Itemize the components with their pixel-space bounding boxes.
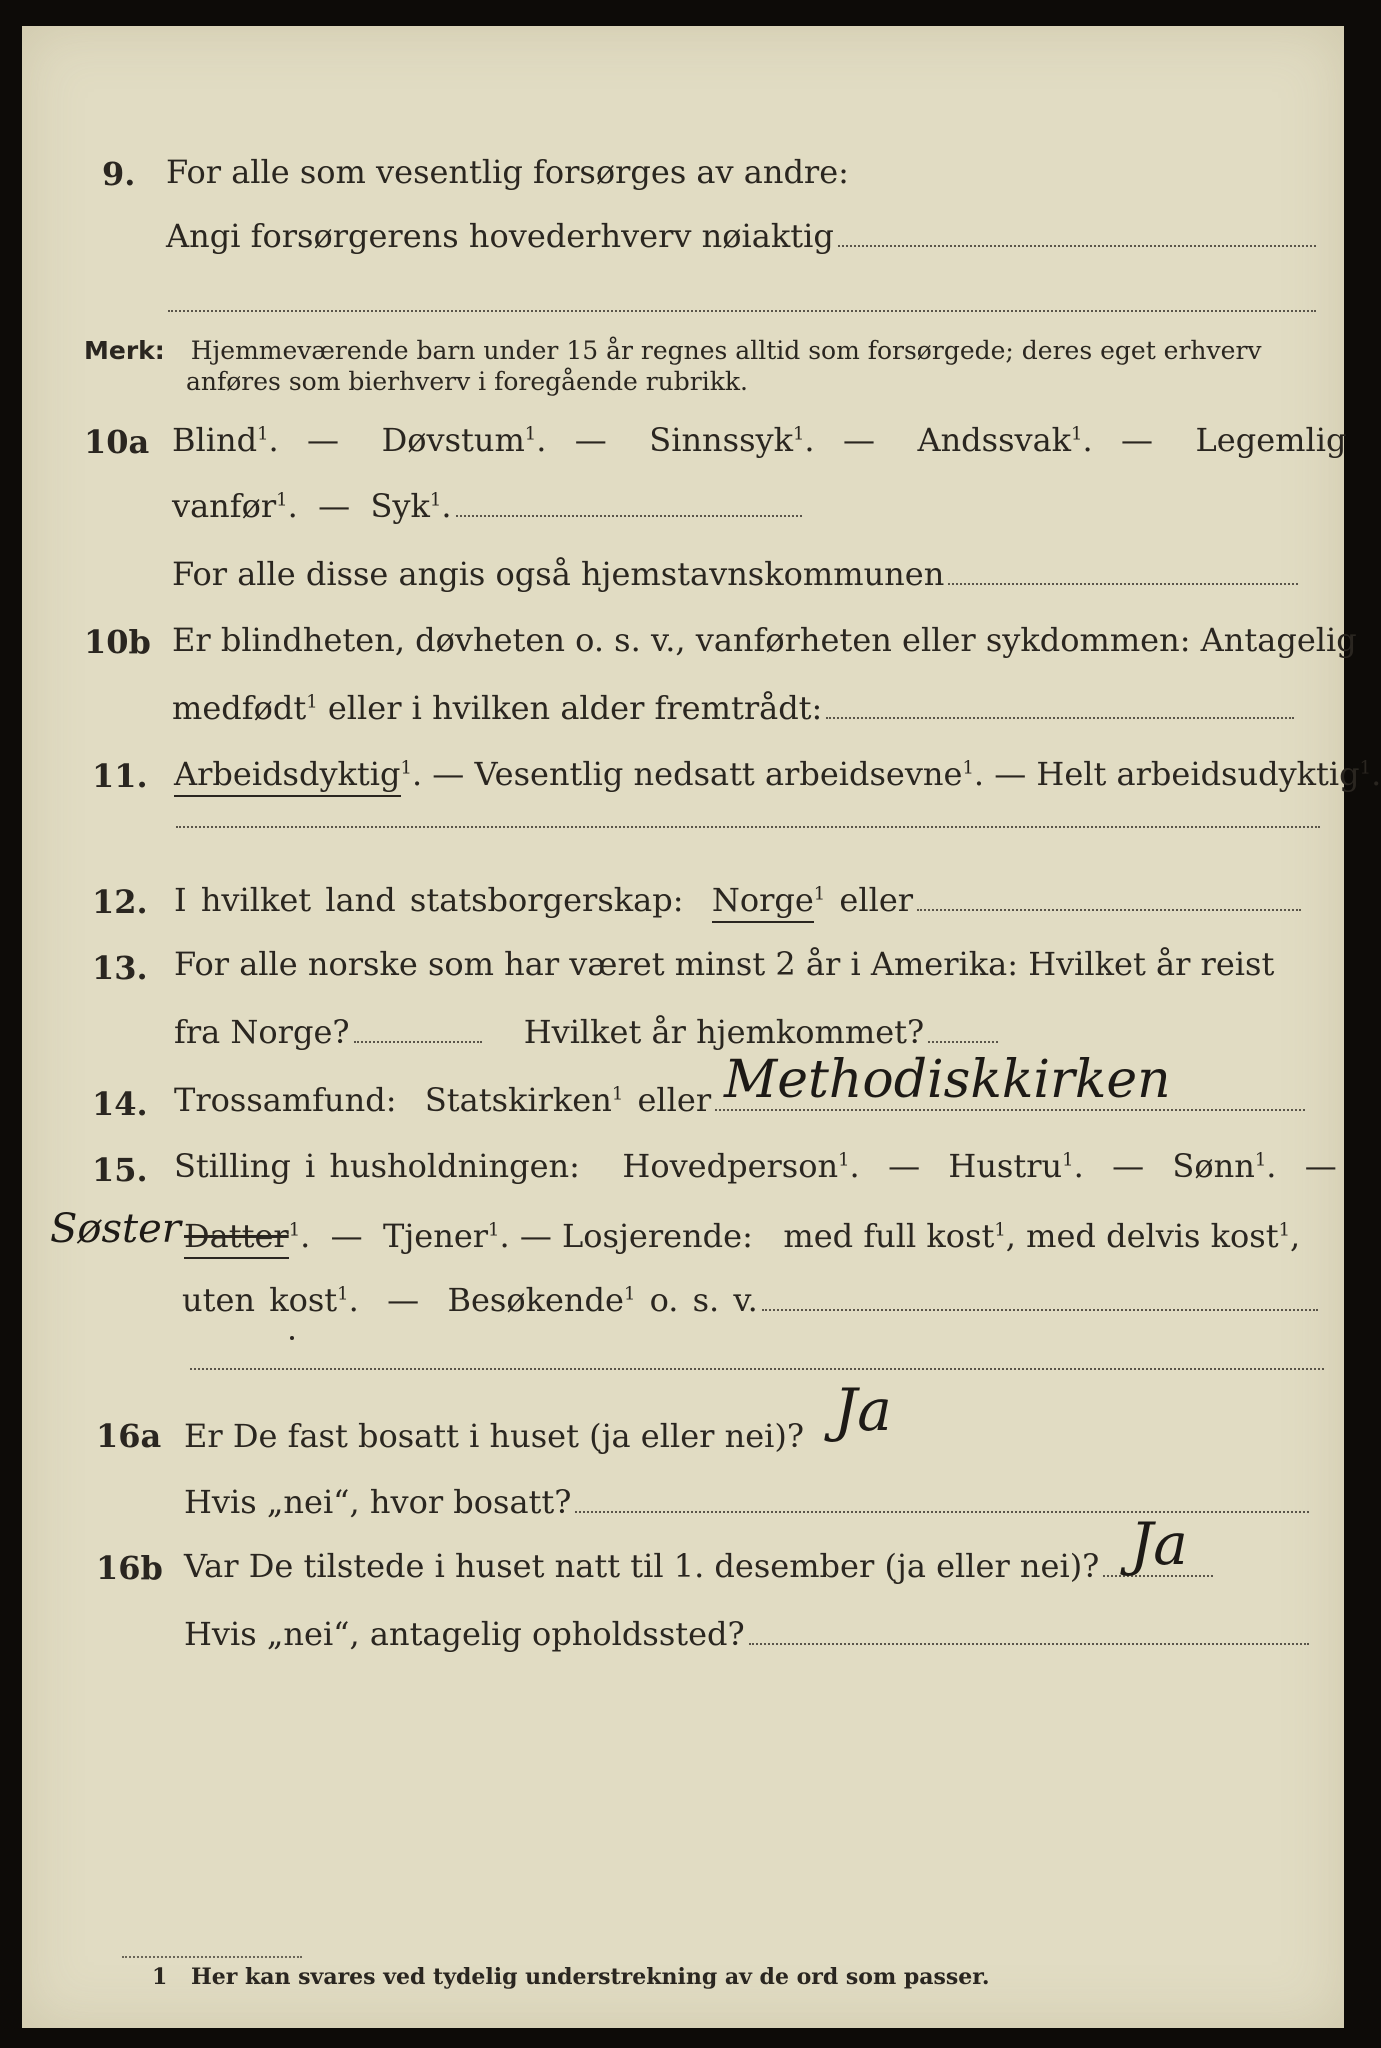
q9-line1: For alle som vesentlig forsørges av andre: bbox=[166, 153, 849, 191]
footnote-ref: 1 bbox=[257, 423, 269, 445]
q11-answer-line[interactable] bbox=[176, 826, 1320, 828]
q15-losjerende: Losjerende: bbox=[562, 1217, 753, 1255]
q15-handwritten-annotation: Søster bbox=[50, 1206, 181, 1252]
q11-vesentlig: Vesentlig nedsatt arbeidsevne bbox=[474, 755, 963, 793]
footnote-ref: 1 bbox=[792, 423, 805, 445]
q12-norge: Norge bbox=[712, 881, 814, 923]
q16a-handwritten-answer: Ja bbox=[834, 1376, 892, 1444]
footnote-ref: 1 bbox=[488, 1219, 500, 1241]
q11-number: 11. bbox=[92, 757, 148, 795]
footnote bbox=[152, 1964, 990, 1990]
q12-eller: eller bbox=[839, 881, 914, 919]
q16b-handwritten-answer: Ja bbox=[1130, 1510, 1188, 1578]
q15-delvis-kost: med delvis kost bbox=[1026, 1217, 1279, 1255]
q10a-hjemstavn: For alle disse angis også hjemstavnskommunen bbox=[172, 555, 945, 593]
q14-eller: eller bbox=[637, 1081, 712, 1119]
footnote-rule bbox=[122, 1956, 302, 1958]
q10a-line3 bbox=[172, 554, 1298, 594]
footnote-ref: 1 bbox=[813, 883, 826, 905]
q13-line1: For alle norske som har været minst 2 år i Amerika: Hvilket år reist bbox=[174, 945, 1275, 983]
q13-hjemkommet-field[interactable] bbox=[928, 1040, 998, 1043]
q15-line3: uten kost$^1$. — Besøkende$^1$ o. s. v. bbox=[182, 1280, 1318, 1320]
q16b-number: 16b bbox=[96, 1549, 163, 1587]
q10a-line2: vanfør$^1$. — Syk$^1$. bbox=[172, 486, 802, 526]
footnote-ref: 1 bbox=[1278, 1219, 1291, 1241]
q15-datter: Datter bbox=[184, 1217, 289, 1259]
q15-osv: o. s. v. bbox=[649, 1281, 758, 1319]
merk-line2: anføres som bierhverv i foregående rubrikk. bbox=[186, 367, 748, 396]
q16a-hvis-nei: Hvis „nei“, hvor bosatt? bbox=[184, 1483, 572, 1521]
footnote-ref: 1 bbox=[838, 1149, 850, 1171]
q15-uten-kost: uten kost bbox=[182, 1281, 338, 1319]
q12-answer-field[interactable] bbox=[917, 908, 1301, 911]
q15-tjener: Tjener bbox=[383, 1217, 489, 1255]
q10b-answer-field[interactable] bbox=[826, 716, 1294, 719]
q9-answer-line[interactable] bbox=[168, 310, 1316, 312]
q10b-number: 10b bbox=[84, 623, 151, 661]
ink-speck bbox=[290, 1336, 294, 1340]
q16a-line1: Er De fast bosatt i huset (ja eller nei)? bbox=[184, 1417, 805, 1455]
q15-stilling: Stilling i husholdningen: bbox=[174, 1147, 580, 1185]
footnote-ref: 1 bbox=[1359, 757, 1372, 779]
q10a-legemlig: Legemlig bbox=[1195, 421, 1347, 459]
q9-number: 9. bbox=[102, 155, 136, 193]
q11-line: Arbeidsdyktig$^1$. — Vesentlig nedsatt arbeidsevne$^1$. — Helt arbeidsudyktig$^1$. bbox=[174, 754, 1381, 794]
footnote-mark: 1 bbox=[152, 1964, 168, 1990]
merk-label: Merk: bbox=[84, 336, 165, 365]
q10a-vanfor: vanfør bbox=[172, 487, 277, 525]
q15-number: 15. bbox=[92, 1151, 148, 1189]
q9-line2 bbox=[166, 216, 1316, 256]
footnote-text: Her kan svares ved tydelig understrekning av de ord som passer. bbox=[190, 1964, 990, 1990]
q10a-syk-field[interactable] bbox=[456, 514, 802, 517]
footnote-ref: 1 bbox=[337, 1283, 349, 1305]
q12-line bbox=[174, 880, 1301, 920]
footnote-ref: 1 bbox=[1071, 423, 1083, 445]
q14-number: 14. bbox=[92, 1085, 148, 1123]
q14-text: Trossamfund: bbox=[174, 1081, 397, 1119]
footnote-ref: 1 bbox=[1254, 1149, 1267, 1171]
q9-answer-field[interactable] bbox=[838, 244, 1316, 247]
footnote-ref: 1 bbox=[611, 1083, 624, 1105]
footnote-ref: 1 bbox=[623, 1283, 636, 1305]
census-form-page bbox=[22, 26, 1381, 2028]
footnote-ref: 1 bbox=[962, 757, 974, 779]
q10b-medfodt: medfødt bbox=[172, 689, 307, 727]
q16b-hvis-nei: Hvis „nei“, antagelig opholdssted? bbox=[184, 1615, 745, 1653]
q10a-sinnssyk: Sinnssyk bbox=[649, 421, 793, 459]
q14-statskirken: Statskirken bbox=[424, 1081, 612, 1119]
q13-reist-field[interactable] bbox=[354, 1040, 482, 1043]
footnote-ref: 1 bbox=[1062, 1149, 1074, 1171]
q10b-alder: eller i hvilken alder fremtrådt: bbox=[327, 689, 823, 727]
q16b-opholdssted-field[interactable] bbox=[749, 1642, 1309, 1645]
q15-besokende: Besøkende bbox=[447, 1281, 624, 1319]
q15-line2: Datter$^1$. — Tjener$^1$. — Losjerende: med full kost$^1$, med delvis kost$^1$, bbox=[184, 1216, 1300, 1256]
q14-handwritten-answer: Methodiskkirken bbox=[724, 1050, 1171, 1110]
q16b-line1 bbox=[184, 1546, 1213, 1586]
q10a-number: 10a bbox=[84, 423, 150, 461]
q13-number: 13. bbox=[92, 949, 148, 987]
footnote-ref: 1 bbox=[994, 1219, 1006, 1241]
footnote-ref: 1 bbox=[288, 1219, 301, 1241]
q10a-hjemstavn-field[interactable] bbox=[948, 582, 1298, 585]
q12-number: 12. bbox=[92, 883, 148, 921]
q10a-syk: Syk bbox=[370, 487, 430, 525]
q16a-bosatt-field[interactable] bbox=[575, 1510, 1309, 1513]
q15-hustru: Hustru bbox=[948, 1147, 1063, 1185]
q10a-andssvak: Andssvak bbox=[917, 421, 1072, 459]
q10b-line1: Er blindheten, døvheten o. s. v., vanførheten eller sykdommen: Antagelig bbox=[172, 621, 1357, 659]
q15-line1: Stilling i husholdningen: Hovedperson$^1$. — Hustru$^1$. — Sønn$^1$. — bbox=[174, 1147, 1337, 1185]
q15-answer-line[interactable] bbox=[190, 1368, 1324, 1370]
q15-answer-field[interactable] bbox=[762, 1308, 1318, 1311]
q10a-dovstum: Døvstum bbox=[381, 421, 525, 459]
q16b-question: Var De tilstede i huset natt til 1. desember (ja eller nei)? bbox=[184, 1547, 1100, 1585]
q9-line2-text: Angi forsørgerens hovederhverv nøiaktig bbox=[166, 217, 834, 255]
q15-full-kost: med full kost bbox=[783, 1217, 995, 1255]
q11-helt: Helt arbeidsudyktig bbox=[1036, 755, 1360, 793]
footnote-ref: 1 bbox=[276, 489, 288, 511]
q10a-line1: Blind$^1$. — Døvstum$^1$. — Sinnssyk$^1$. — Andssvak$^1$. — Legemlig bbox=[172, 421, 1347, 459]
q13-hjemkommet: Hvilket år hjemkommet? bbox=[523, 1013, 925, 1051]
q15-sonn: Sønn bbox=[1172, 1147, 1255, 1185]
q13-fra-norge: fra Norge? bbox=[174, 1013, 350, 1051]
q10a-blind: Blind bbox=[172, 421, 258, 459]
footnote-ref: 1 bbox=[429, 489, 442, 511]
q12-text: I hvilket land statsborgerskap: bbox=[174, 881, 684, 919]
q11-arbeidsdyktig: Arbeidsdyktig bbox=[174, 755, 401, 797]
q16a-number: 16a bbox=[96, 1417, 162, 1455]
merk-line1: Hjemmeværende barn under 15 år regnes alltid som forsørgede; deres eget erhverv bbox=[190, 336, 1262, 365]
q15-hovedperson: Hovedperson bbox=[622, 1147, 839, 1185]
q13-line2 bbox=[174, 1012, 998, 1052]
footnote-ref: 1 bbox=[306, 691, 318, 713]
footnote-ref: 1 bbox=[524, 423, 537, 445]
footnote-ref: 1 bbox=[400, 757, 412, 779]
q10b-line2 bbox=[172, 688, 1294, 728]
q16b-line2 bbox=[184, 1614, 1309, 1654]
